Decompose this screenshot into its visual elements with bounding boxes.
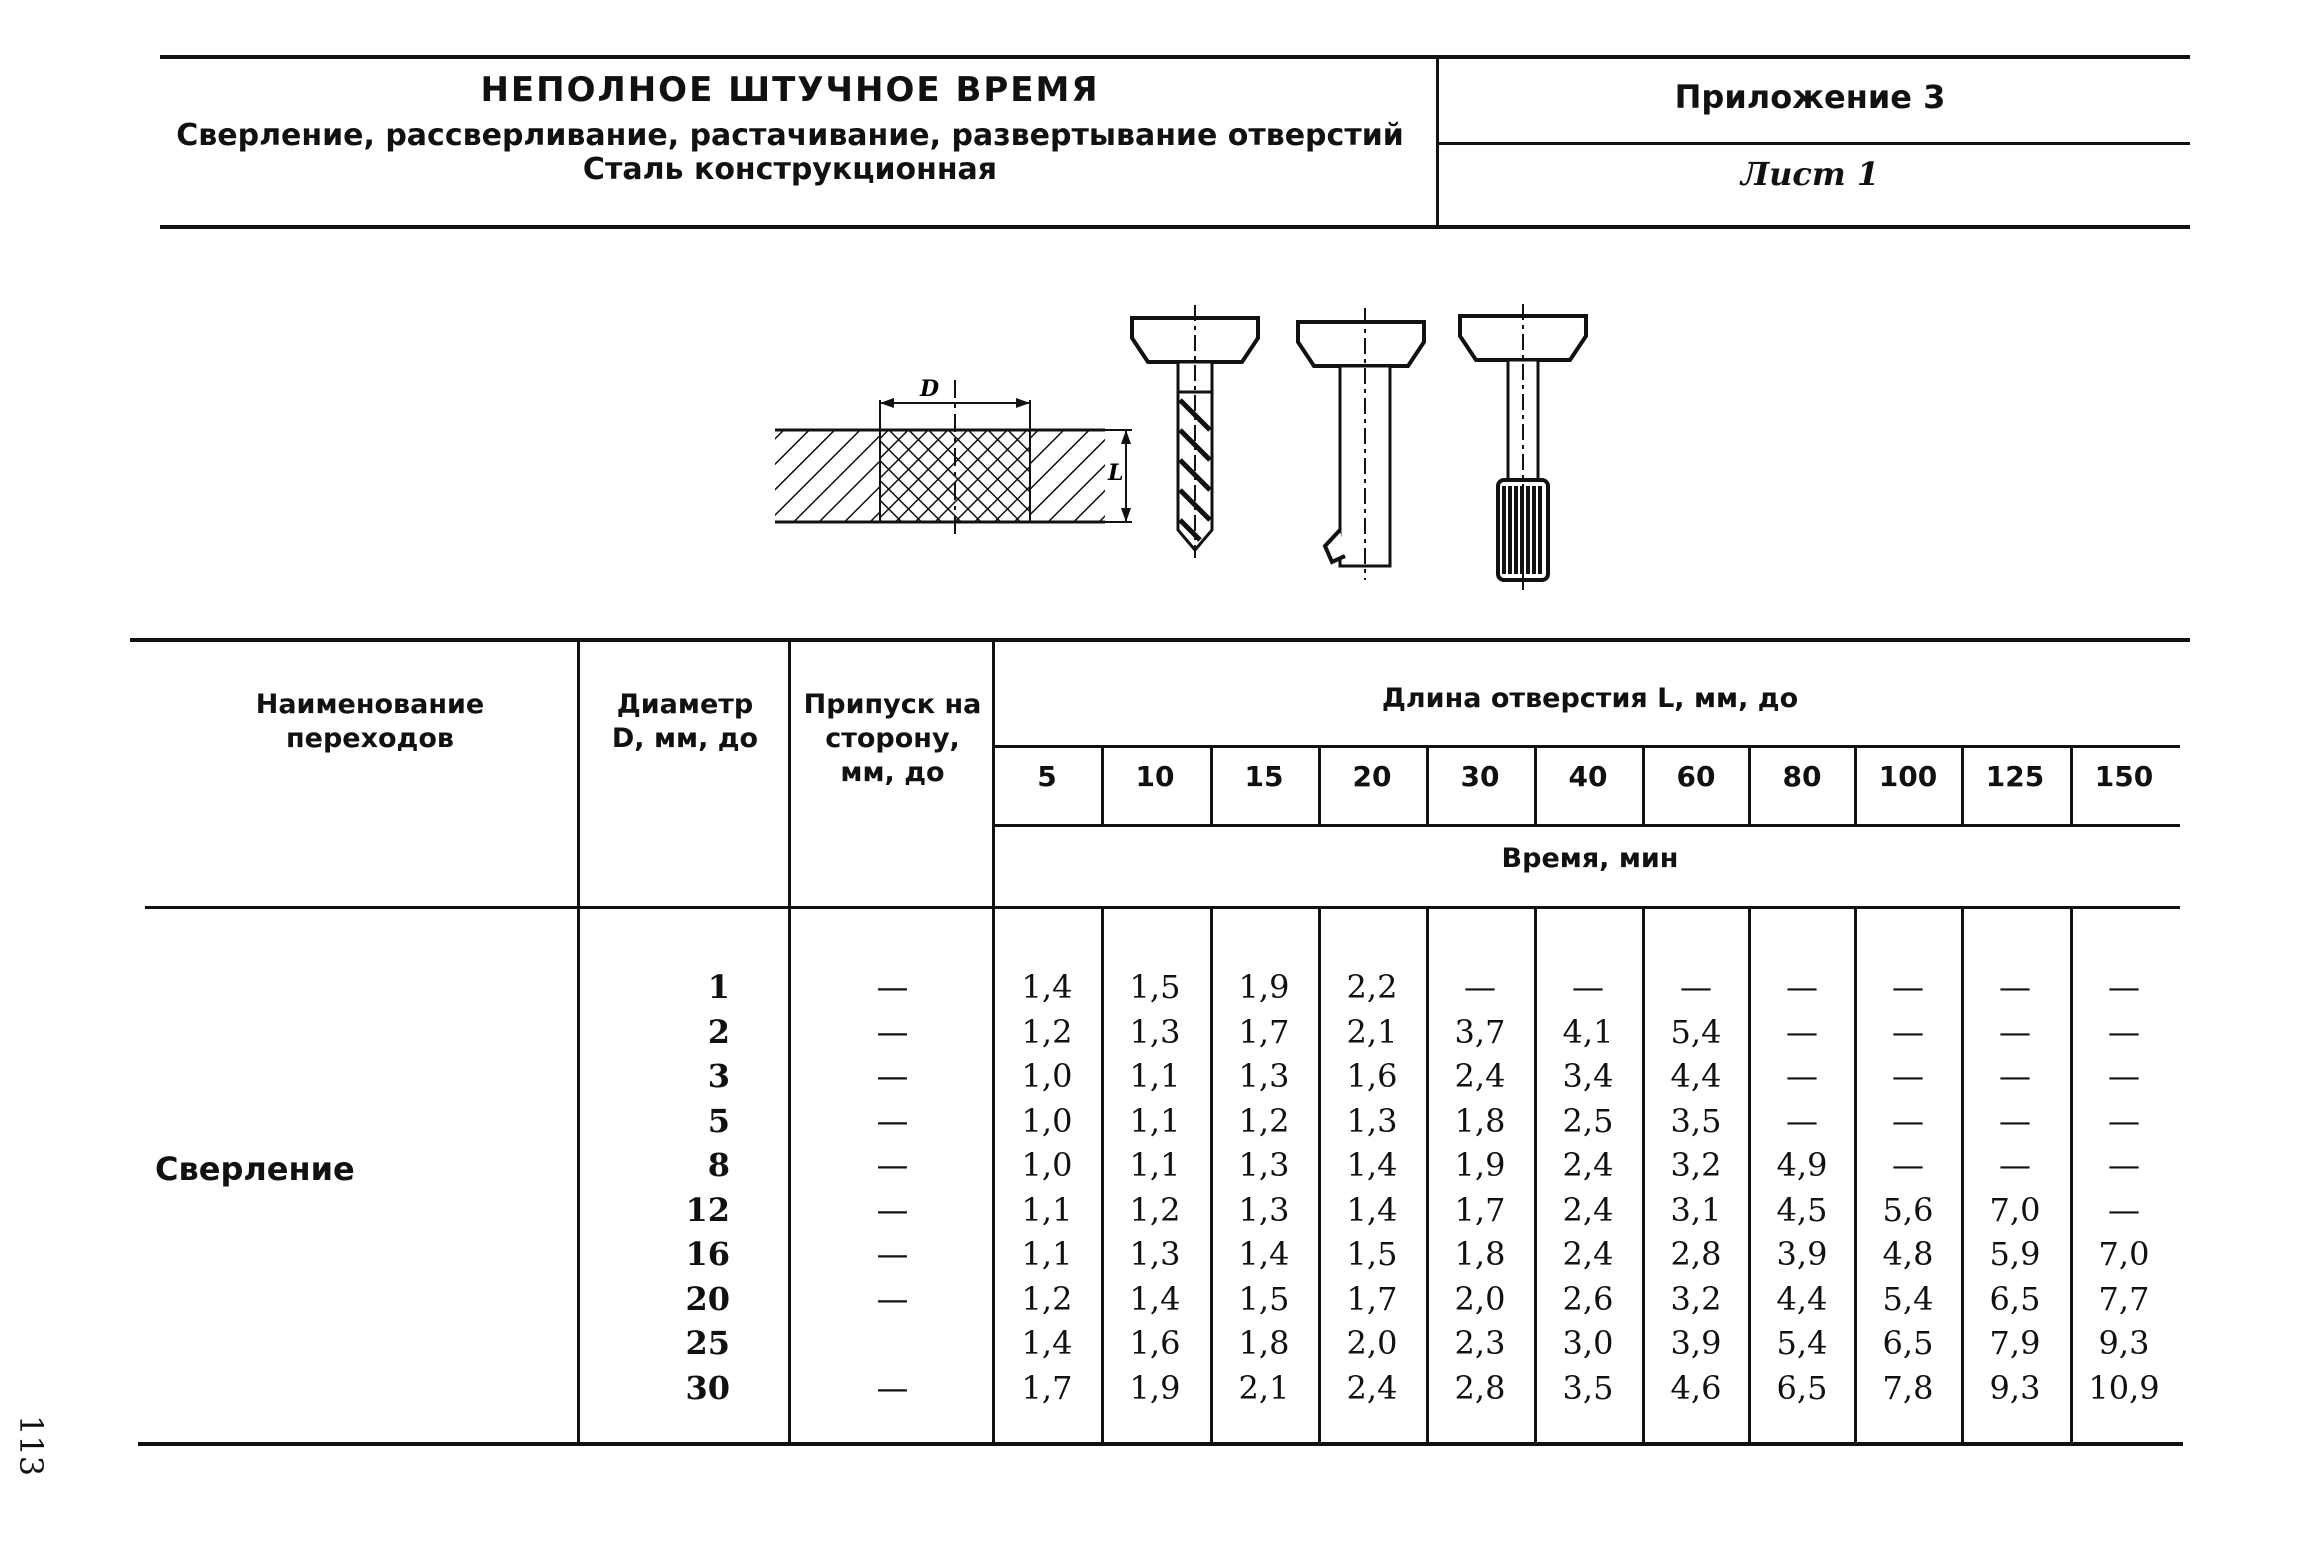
time-cell: — — [2108, 1057, 2140, 1095]
time-cell: 1,0 — [1021, 1146, 1073, 1184]
time-cell: 2,4 — [1346, 1368, 1398, 1407]
time-cell: — — [2108, 1101, 2140, 1140]
time-cell: 1,1 — [1021, 1235, 1073, 1273]
length-header: 80 — [1782, 760, 1822, 793]
allowance-value: — — [876, 1146, 909, 1184]
time-cell: 4,9 — [1776, 1146, 1828, 1184]
time-cell: 3,2 — [1670, 1146, 1722, 1184]
time-cell: 1,3 — [1238, 1146, 1290, 1184]
time-cell: 4,8 — [1882, 1235, 1934, 1273]
lengths-bottom-rule — [993, 824, 2180, 827]
time-cell: 1,5 — [1129, 968, 1181, 1006]
length-group-rule — [993, 745, 2180, 748]
time-cell: 1,9 — [1238, 968, 1290, 1006]
time-cell: 4,4 — [1776, 1279, 1828, 1318]
time-cell: — — [1892, 968, 1924, 1006]
time-cell: 7,0 — [2098, 1235, 2150, 1273]
time-cell: 1,2 — [1021, 1012, 1073, 1051]
time-cell: — — [1999, 1057, 2031, 1095]
time-cell: 4,5 — [1776, 1190, 1828, 1229]
time-cell: 1,4 — [1238, 1235, 1290, 1273]
time-cell: 6,5 — [1989, 1279, 2041, 1318]
table-top-rule — [130, 638, 2190, 642]
allowance-value: — — [876, 1101, 909, 1140]
time-cell: 1,7 — [1238, 1012, 1290, 1051]
time-cell: 1,2 — [1129, 1190, 1181, 1229]
time-cell: 1,2 — [1238, 1101, 1290, 1140]
time-cell: 1,0 — [1021, 1057, 1073, 1095]
workpiece-diagram — [775, 376, 1132, 535]
time-cell: — — [1680, 968, 1712, 1006]
header-bottom-rule — [160, 225, 2190, 229]
time-cell: 2,4 — [1562, 1235, 1614, 1273]
time-cell: — — [1786, 1101, 1818, 1140]
time-cell: 6,5 — [1882, 1324, 1934, 1362]
length-header: 30 — [1460, 760, 1500, 793]
allowance-value: — — [876, 968, 909, 1006]
time-cell: 1,6 — [1129, 1324, 1181, 1362]
time-cell: 1,3 — [1129, 1012, 1181, 1051]
boring-tool-icon — [1298, 308, 1424, 580]
allowance-value: — — [876, 1057, 909, 1095]
time-cell: 1,4 — [1346, 1190, 1398, 1229]
reamer-icon — [1460, 304, 1586, 592]
time-cell: — — [2108, 1190, 2140, 1229]
appendix-label: Приложение 3 — [1674, 78, 1946, 116]
length-header: 125 — [1985, 760, 2045, 793]
time-cell: — — [1786, 1057, 1818, 1095]
time-cell: 7,0 — [1989, 1190, 2041, 1229]
operation-name: Сверление — [155, 1150, 355, 1188]
time-cell: 7,7 — [2098, 1279, 2150, 1318]
time-cell: 2,1 — [1346, 1012, 1398, 1051]
time-cell: 5,4 — [1670, 1012, 1722, 1051]
time-cell: 1,3 — [1238, 1057, 1290, 1095]
dimension-l-label: L — [1108, 460, 1124, 486]
time-cell: 10,9 — [2088, 1368, 2160, 1407]
header-length: Длина отверстия L, мм, до — [1381, 683, 1799, 714]
dimension-d-label: D — [920, 376, 940, 402]
time-cell: — — [1892, 1012, 1924, 1051]
time-cell: — — [1892, 1146, 1924, 1184]
time-cell: 3,4 — [1562, 1057, 1614, 1095]
time-cell: 4,6 — [1670, 1368, 1722, 1407]
time-cell: — — [1892, 1101, 1924, 1140]
time-cell: 5,6 — [1882, 1190, 1934, 1229]
time-cell: 7,8 — [1882, 1368, 1934, 1407]
length-header: 5 — [1037, 760, 1057, 793]
length-header: 20 — [1352, 760, 1392, 793]
diameter-value: 25 — [685, 1324, 730, 1362]
header-time: Время, мин — [1501, 843, 1679, 874]
time-cell: 6,5 — [1776, 1368, 1828, 1407]
time-cell: — — [1999, 1012, 2031, 1051]
time-cell: 4,4 — [1670, 1057, 1722, 1095]
page-number: 113 — [12, 1415, 50, 1477]
time-cell: 2,8 — [1670, 1235, 1722, 1273]
time-cell: 1,3 — [1346, 1101, 1398, 1140]
header-top-rule — [160, 55, 2190, 59]
time-cell: 2,4 — [1562, 1190, 1614, 1229]
time-cell: 2,1 — [1238, 1368, 1290, 1407]
time-cell: 5,9 — [1989, 1235, 2041, 1273]
diameter-value: 5 — [707, 1101, 730, 1140]
time-cell: — — [1786, 968, 1818, 1006]
time-cell: — — [1786, 1012, 1818, 1051]
time-cell: 1,4 — [1021, 1324, 1073, 1362]
time-cell: 1,5 — [1346, 1235, 1398, 1273]
time-cell: 3,1 — [1670, 1190, 1722, 1229]
col-divider-1 — [577, 640, 580, 1444]
length-header: 150 — [2094, 760, 2154, 793]
time-cell: 1,3 — [1238, 1190, 1290, 1229]
table-header-bottom-rule — [145, 906, 2180, 909]
time-cell: 1,7 — [1454, 1190, 1506, 1229]
allowance-value: — — [876, 1190, 909, 1229]
time-cell: 1,9 — [1129, 1368, 1181, 1407]
diameter-value: 2 — [707, 1012, 730, 1051]
length-header: 15 — [1244, 760, 1284, 793]
time-cell: 1,4 — [1346, 1146, 1398, 1184]
document-subtitle: Сверление, рассверливание, растачивание, развертывание отверстий — [176, 118, 1404, 153]
allowance-value — [790, 1321, 995, 1365]
document-material: Сталь конструкционная — [582, 152, 998, 187]
time-cell: 1,1 — [1021, 1190, 1073, 1229]
time-cell: 2,4 — [1562, 1146, 1614, 1184]
length-header: 100 — [1878, 760, 1938, 793]
time-cell: — — [2108, 968, 2140, 1006]
time-cell: 3,7 — [1454, 1012, 1506, 1051]
time-cell: 1,9 — [1454, 1146, 1506, 1184]
time-cell: 3,5 — [1562, 1368, 1614, 1407]
diameter-value: 1 — [707, 968, 730, 1006]
header-operation: Наименование переходов — [255, 689, 485, 754]
time-cell: 1,6 — [1346, 1057, 1398, 1095]
time-cell: 1,1 — [1129, 1101, 1181, 1140]
time-cell: 1,8 — [1454, 1101, 1506, 1140]
time-cell: 1,5 — [1238, 1279, 1290, 1318]
diameter-value: 20 — [685, 1279, 730, 1318]
table-bottom-rule — [138, 1442, 2183, 1446]
allowance-value: — — [876, 1235, 909, 1273]
sheet-label: Лист 1 — [1740, 155, 1880, 193]
time-cell: 1,1 — [1129, 1057, 1181, 1095]
diameter-value: 8 — [707, 1146, 730, 1184]
diameter-value: 12 — [685, 1190, 730, 1229]
tools-illustration — [760, 300, 1640, 600]
time-cell: 1,7 — [1346, 1279, 1398, 1318]
header-allowance: Припуск на сторону, мм, до — [803, 689, 982, 788]
time-cell: 5,4 — [1882, 1279, 1934, 1318]
header-diameter: Диаметр D, мм, до — [611, 689, 759, 754]
time-cell: 2,6 — [1562, 1279, 1614, 1318]
time-cell: 1,0 — [1021, 1101, 1073, 1140]
time-cell: 1,4 — [1129, 1279, 1181, 1318]
length-header: 60 — [1676, 760, 1716, 793]
diameter-value: 3 — [707, 1057, 730, 1095]
time-cell: — — [2108, 1146, 2140, 1184]
time-cell: 3,2 — [1670, 1279, 1722, 1318]
diameter-value: 30 — [685, 1368, 730, 1407]
time-cell: 2,5 — [1562, 1101, 1614, 1140]
allowance-value: — — [876, 1279, 909, 1318]
time-cell: 1,1 — [1129, 1146, 1181, 1184]
time-cell: 2,0 — [1454, 1279, 1506, 1318]
time-cell: 2,2 — [1346, 968, 1398, 1006]
time-cell: 3,0 — [1562, 1324, 1614, 1362]
time-cell: — — [1999, 968, 2031, 1006]
time-cell: — — [1892, 1057, 1924, 1095]
length-header: 10 — [1135, 760, 1175, 793]
allowance-value: — — [876, 1012, 909, 1051]
time-cell: 2,8 — [1454, 1368, 1506, 1407]
time-cell: — — [1572, 968, 1604, 1006]
time-cell: 9,3 — [1989, 1368, 2041, 1407]
time-cell: 1,8 — [1238, 1324, 1290, 1362]
time-cell: 5,4 — [1776, 1324, 1828, 1362]
time-cell: 2,0 — [1346, 1324, 1398, 1362]
diameter-value: 16 — [685, 1235, 730, 1273]
header-right-rule — [1436, 142, 2190, 145]
drill-icon — [1132, 305, 1258, 558]
time-cell: 1,7 — [1021, 1368, 1073, 1407]
time-cell: — — [1999, 1146, 2031, 1184]
document-title: НЕПОЛНОЕ ШТУЧНОЕ ВРЕМЯ — [480, 70, 1100, 110]
time-cell: 1,3 — [1129, 1235, 1181, 1273]
time-cell: 2,3 — [1454, 1324, 1506, 1362]
time-cell: — — [2108, 1012, 2140, 1051]
time-cell: 3,5 — [1670, 1101, 1722, 1140]
time-cell: 3,9 — [1670, 1324, 1722, 1362]
time-cell: 4,1 — [1562, 1012, 1614, 1051]
allowance-value: — — [876, 1368, 909, 1407]
time-cell: 1,4 — [1021, 968, 1073, 1006]
time-cell: 7,9 — [1989, 1324, 2041, 1362]
time-cell: 9,3 — [2098, 1324, 2150, 1362]
time-cell: — — [1999, 1101, 2031, 1140]
time-cell: 1,2 — [1021, 1279, 1073, 1318]
time-cell: — — [1464, 968, 1496, 1006]
length-header: 40 — [1568, 760, 1608, 793]
time-cell: 2,4 — [1454, 1057, 1506, 1095]
time-cell: 3,9 — [1776, 1235, 1828, 1273]
time-cell: 1,8 — [1454, 1235, 1506, 1273]
